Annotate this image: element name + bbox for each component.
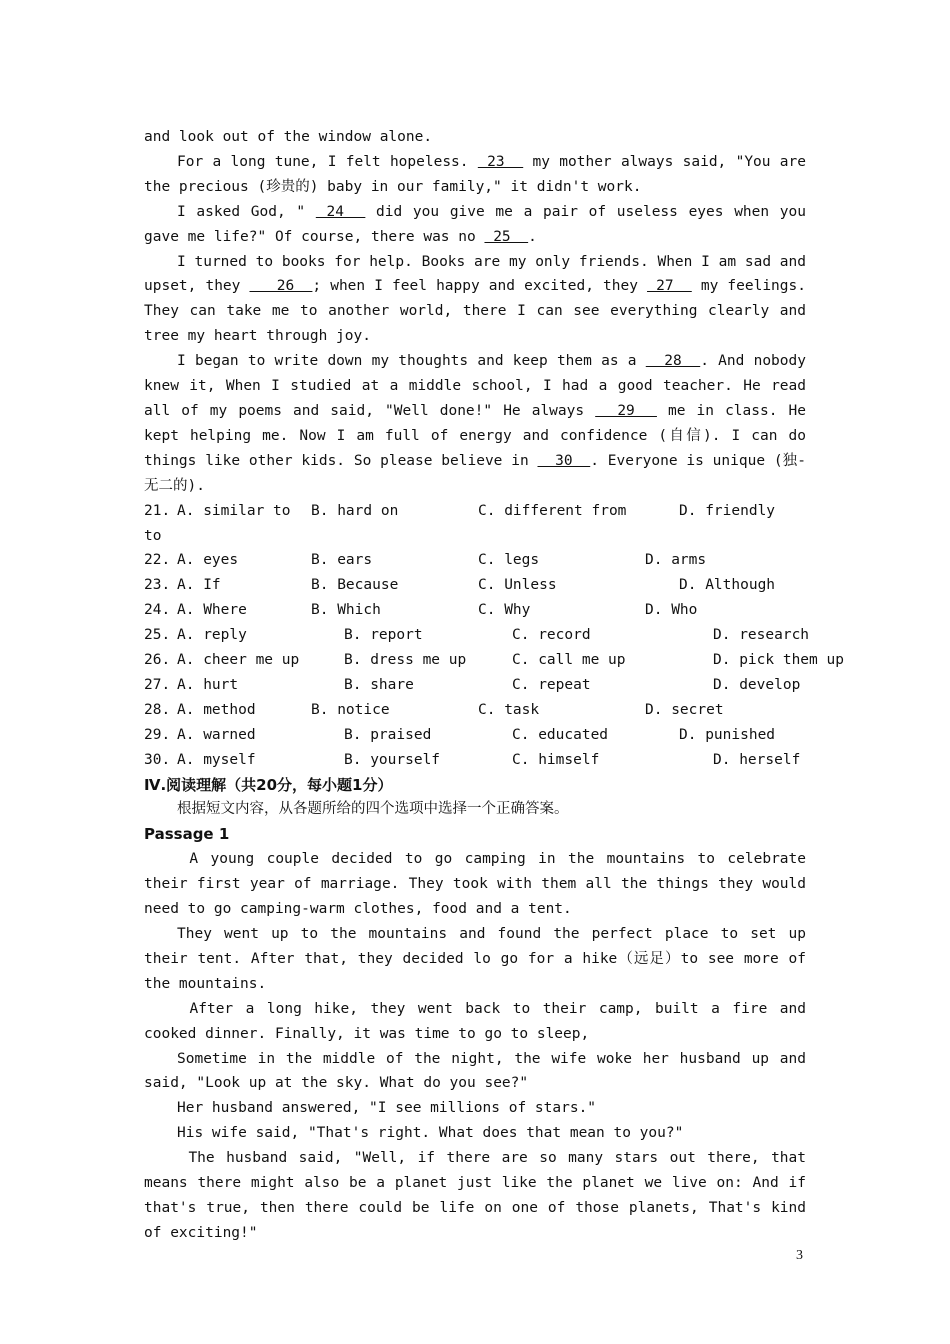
option-d: D. friendly [679,502,776,519]
option-c: C. Why [478,602,531,619]
option-a: A. similar to [177,502,291,519]
option-d: D. arms [645,552,707,569]
paragraph-text: After a long hike, they went back to their camp, built a fire and cooked dinner. Finally, it was time to go to sleep, [144,1000,806,1042]
option-c: C. record [512,627,591,644]
passage-paragraph [144,1047,806,1097]
option-a: A. eyes [177,552,239,569]
question-options-row [144,648,844,673]
passage-paragraph [144,1121,806,1146]
option-c: C. call me up [512,652,626,669]
question-options-row [144,748,806,773]
paragraph-text: me in class. He kept helping me. Now I am full of energy and confidence (自信). I can do things like other kids. So please believe in [144,402,806,469]
answer-blank: 28 [645,353,701,370]
cloze-paragraph [144,349,806,498]
question-number: 30. [144,751,171,768]
paragraph-text: and look out of the window alone. [144,129,433,145]
question-number: 27. [144,676,171,693]
option-d: D. research [713,627,810,644]
option-b: B. report [344,627,423,644]
question-options-row [144,548,806,573]
question-number: 26. [144,652,171,669]
option-c: C. different from [478,502,627,519]
passage-1 [144,847,806,1246]
passage-paragraph [144,997,806,1047]
cloze-paragraph [144,250,806,350]
question-number: 29. [144,726,171,743]
answer-blank: 26 [249,278,313,295]
answer-blank: 25 [484,228,529,245]
answer-blank: 24 [315,203,366,220]
paragraph-text: . And nobody knew it, When I studied at a middle school, I had a good teacher. He read all of my poems and said, "Well done!" He always [144,353,806,419]
option-a: A. hurt [177,676,239,693]
question-number: 21. [144,502,171,519]
option-a: A. If [177,577,221,594]
paragraph-text: Her husband answered, "I see millions of stars." [177,1100,597,1117]
page-number: 3 [796,1248,803,1263]
option-a: A. myself [177,751,256,768]
paragraph-text: I turned to books for help. Books are my only friends. When I am sad and upset, they [144,253,806,295]
option-b: B. Which [311,602,381,619]
paragraph-text: Sometime in the middle of the night, the wife woke her husband up and said, "Look up at the sky. What do you see?" [144,1050,806,1092]
paragraph-text: His wife said, "That's right. What does that mean to you?" [177,1125,684,1142]
paragraph-text: A young couple decided to go camping in the mountains to celebrate their first year of marriage. They took with them all the things they would need to go camping-warm clothes, food and a tent. [144,851,806,918]
option-c: C. educated [512,726,609,743]
paragraph-text: . Everyone is unique (独-无二的). [144,452,806,494]
option-b: B. Because [311,577,399,594]
option-d: D. herself [713,751,801,768]
paragraph-text: The husband said, "Well, if there are so many stars out there, that means there might also be a planet just like the planet we live on: And if that's true, then there could be life on one of those planets, That's kind of exciting!" [144,1150,806,1241]
option-d: D. secret [645,701,724,718]
passage-paragraph [144,1096,806,1121]
paragraph-text: For a long tune, I felt hopeless. [177,153,478,170]
question-options-row [144,598,806,623]
option-b: B. hard on [311,502,399,519]
passage-paragraph [144,922,806,997]
question-options-row [144,499,806,524]
paragraph-text: They went up to the mountains and found the perfect place to set up their tent. After that, they decided lo go for a hike（远足）to see more of the mountains. [144,926,806,992]
option-a: A. Where [177,602,247,619]
question-number: 28. [144,701,171,718]
option-d: D. punished [679,726,776,743]
question-options-row [144,723,806,748]
question-options-row [144,698,806,723]
option-d: D. Although [679,577,776,594]
option-b: B. yourself [344,751,441,768]
option-d: D. Who [645,602,698,619]
paragraph-text: I began to write down my thoughts and keep them as a [177,353,646,370]
paragraph-text: ; when I feel happy and excited, they [312,278,648,295]
option-d: D. pick them up [713,652,844,669]
options-list [144,499,844,773]
option-c: C. repeat [512,676,591,693]
cloze-passage [144,125,806,499]
page-content [144,125,844,1246]
cloze-paragraph [144,125,806,150]
question-number: 22. [144,552,171,569]
option-wrap-text: to [144,527,162,544]
option-b: B. praised [344,726,432,743]
option-b: B. ears [311,552,373,569]
question-options-row [144,623,810,648]
passage-paragraph [144,847,806,922]
option-d: D. develop [713,676,801,693]
answer-blank: 23 [477,153,524,170]
option-a: A. warned [177,726,256,743]
question-options-row [144,673,806,698]
question-number: 24. [144,602,171,619]
answer-blank: 30 [537,452,591,469]
paragraph-text: my feelings. They can take me to another world, there I can see everything clearly and tree my heart through joy. [144,278,806,345]
answer-blank: 29 [595,402,657,419]
option-a: A. cheer me up [177,652,300,669]
paragraph-text: I asked God, " [177,203,316,220]
question-number: 23. [144,577,171,594]
option-a: A. method [177,701,256,718]
cloze-paragraph [144,150,806,200]
option-c: C. legs [478,552,540,569]
paragraph-text: . [528,228,537,245]
paragraph-text: my mother always said, "You are the precious (珍贵的) baby in our family," it didn't work. [144,153,806,195]
option-a: A. reply [177,627,247,644]
passage-paragraph [144,1146,806,1246]
option-b: B. share [344,676,414,693]
option-c: C. himself [512,751,600,768]
option-b: B. notice [311,701,390,718]
answer-blank: 27 [647,278,692,295]
passage-title: Passage 1 [144,825,230,844]
option-c: C. task [478,701,540,718]
option-b: B. dress me up [344,652,467,669]
section-instruction: 根据短文内容，从各题所给的四个选项中选择一个正确答案。 [177,801,569,818]
cloze-paragraph [144,200,806,250]
question-options-row [144,573,806,598]
question-number: 25. [144,627,171,644]
section-heading: Ⅳ.阅读理解（共20分，每小题1分） [144,775,393,794]
option-c: C. Unless [478,577,557,594]
paragraph-text: did you give me a pair of useless eyes when you gave me life?" Of course, there was no [144,203,806,245]
